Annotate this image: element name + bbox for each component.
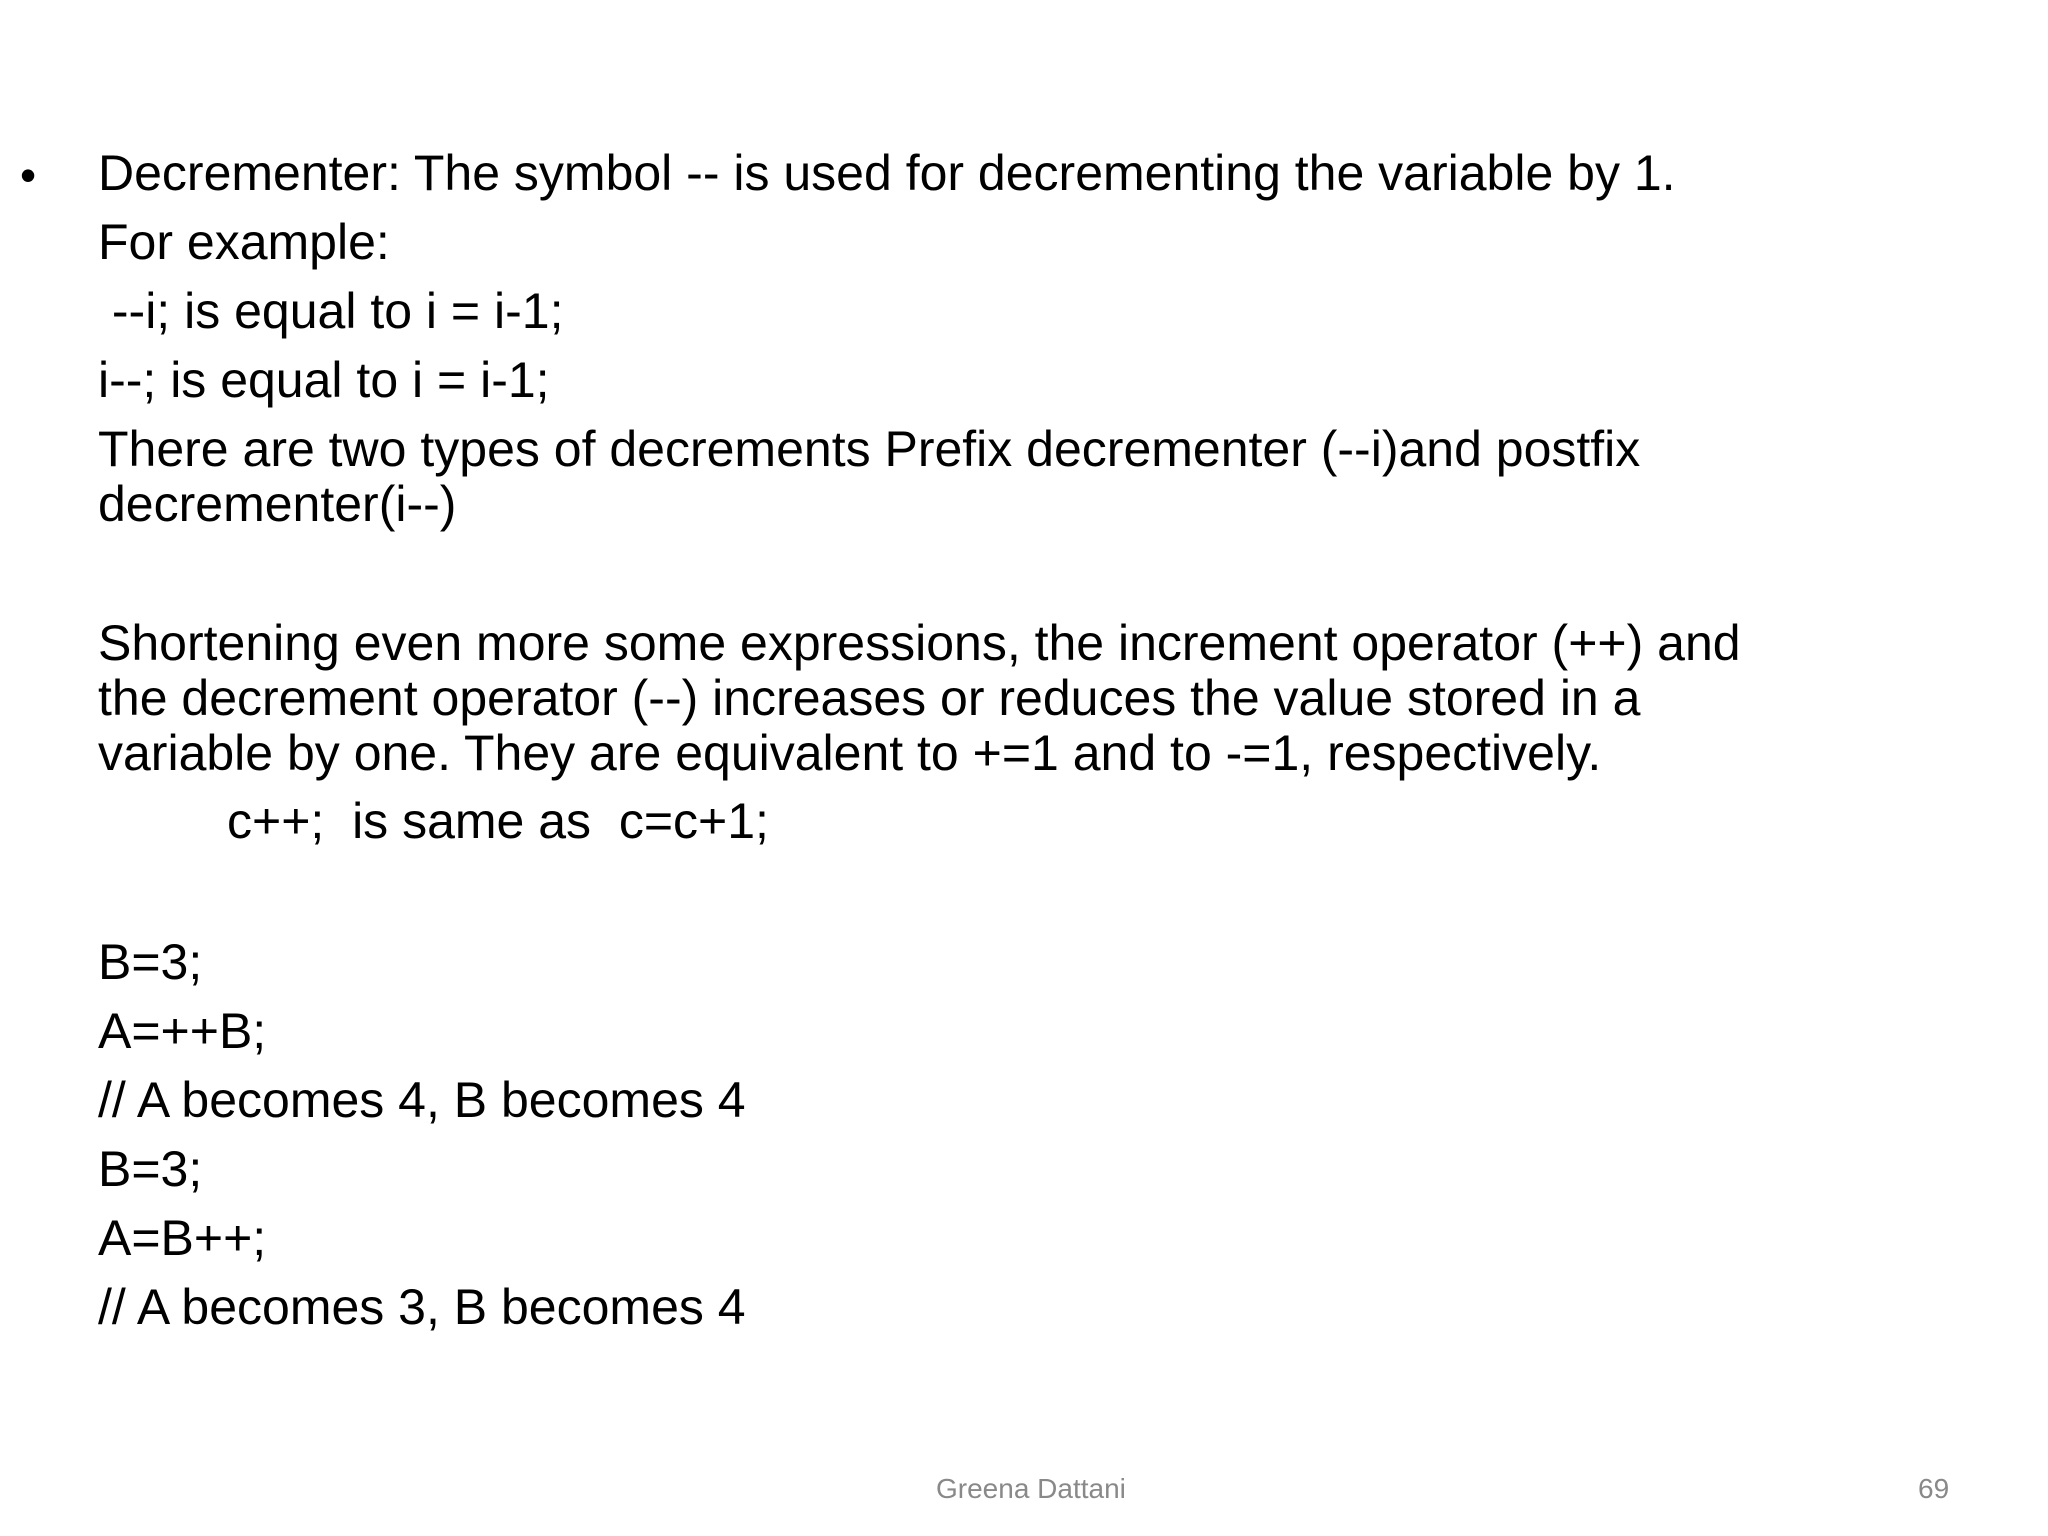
shortening-line-2: the decrement operator (--) increases or reduces the value stored in a [98,670,1641,726]
postfix-example: i--; is equal to i = i-1; [98,352,550,408]
code-comment-prefix-result: // A becomes 4, B becomes 4 [98,1072,746,1128]
prefix-example: --i; is equal to i = i-1; [98,283,564,339]
decrement-types-line-2: decrementer(i--) [98,476,457,532]
page-number: 69 [1918,1473,1950,1504]
code-line-b-assign-1: B=3; [98,934,203,990]
code-line-postfix-increment: A=B++; [98,1210,267,1266]
footer-author: Greena Dattani [936,1473,1126,1504]
code-comment-postfix-result: // A becomes 3, B becomes 4 [98,1279,746,1335]
shortening-line-1: Shortening even more some expressions, the increment operator (++) and [98,615,1741,671]
increment-equivalence: c++; is same as c=c+1; [227,793,769,849]
code-line-b-assign-2: B=3; [98,1141,203,1197]
bullet-point: • [20,149,37,201]
decrement-types-line-1: There are two types of decrements Prefix decrementer (--i)and postfix [98,421,1641,477]
example-heading: For example: [98,214,390,270]
decrementer-definition: Decrementer: The symbol -- is used for decrementing the variable by 1. [98,145,1676,201]
code-line-prefix-increment: A=++B; [98,1003,267,1059]
shortening-line-3: variable by one. They are equivalent to +=1 and to -=1, respectively. [98,725,1602,781]
